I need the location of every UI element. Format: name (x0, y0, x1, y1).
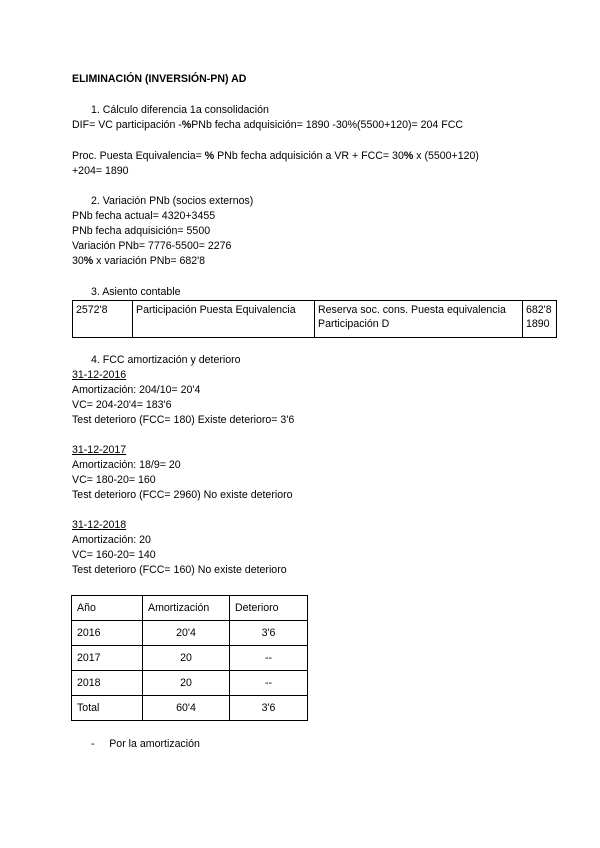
table-cell: 60'4 (143, 696, 230, 721)
table-cell: 20 (143, 646, 230, 671)
column-header: Año (72, 596, 143, 621)
calc-line: Test deterioro (FCC= 160) No existe deterioro (72, 564, 287, 576)
table-cell: 20 (143, 671, 230, 696)
section-2-heading: 2. Variación PNb (socios externos) (91, 195, 254, 207)
calc-line: Test deterioro (FCC= 180) Existe deterioro= 3'6 (72, 414, 295, 426)
table-total-row (72, 696, 308, 721)
table-cell: 3'6 (230, 621, 308, 646)
calc-line: VC= 160-20= 140 (72, 549, 156, 561)
table-cell: -- (230, 671, 308, 696)
proc-line-2: +204= 1890 (72, 165, 129, 177)
calc-line: Amortización: 20 (72, 534, 151, 546)
table-cell: Total (72, 696, 143, 721)
date-heading: 31-12-2017 (72, 444, 127, 456)
table-cell: 2018 (72, 671, 143, 696)
table-row (72, 646, 308, 671)
calc-line: Test deterioro (FCC= 2960) No existe deterioro (72, 489, 293, 501)
pnb-line: PNb fecha adquisición= 5500 (72, 225, 211, 237)
calc-line: Amortización: 204/10= 20'4 (72, 384, 201, 396)
table-cell: 2016 (72, 621, 143, 646)
section-1-heading: 1. Cálculo diferencia 1a consolidación (91, 104, 269, 116)
document-title: ELIMINACIÓN (INVERSIÓN-PN) AD (72, 73, 247, 85)
debit-amount: 2572'8 (73, 301, 133, 338)
pnb-line: PNb fecha actual= 4320+3455 (72, 210, 216, 222)
date-heading: 31-12-2018 (72, 519, 127, 531)
calc-line: Amortización: 18/9= 20 (72, 459, 181, 471)
bullet-item: - Por la amortización (91, 738, 200, 750)
column-header: Amortización (143, 596, 230, 621)
journal-entry-table (72, 300, 557, 338)
date-heading: 31-12-2016 (72, 369, 127, 381)
credit-accounts: Reserva soc. cons. Puesta equivalencia Participación D (315, 301, 523, 338)
table-cell: 20'4 (143, 621, 230, 646)
dif-line: DIF= VC participación -%PNb fecha adquisición= 1890 -30%(5500+120)= 204 FCC (72, 119, 464, 131)
debit-account: Participación Puesta Equivalencia (133, 301, 315, 338)
amortization-summary-table (71, 595, 308, 721)
table-cell: 3'6 (230, 696, 308, 721)
proc-line: Proc. Puesta Equivalencia= % PNb fecha adquisición a VR + FCC= 30% x (5500+120) (72, 150, 479, 162)
pnb-variation-line: 30% x variación PNb= 682'8 (72, 255, 206, 267)
column-header: Deterioro (230, 596, 308, 621)
table-row (72, 621, 308, 646)
section-3-heading: 3. Asiento contable (91, 286, 181, 298)
table-row (72, 671, 308, 696)
pnb-line: Variación PNb= 7776-5500= 2276 (72, 240, 232, 252)
table-cell: -- (230, 646, 308, 671)
section-4-heading: 4. FCC amortización y deterioro (91, 354, 241, 366)
table-cell: 2017 (72, 646, 143, 671)
journal-entry-row (73, 301, 557, 338)
calc-line: VC= 204-20'4= 183'6 (72, 399, 172, 411)
calc-line: VC= 180-20= 160 (72, 474, 156, 486)
credit-amounts: 682'8 1890 (523, 301, 557, 338)
table-header-row (72, 596, 308, 621)
